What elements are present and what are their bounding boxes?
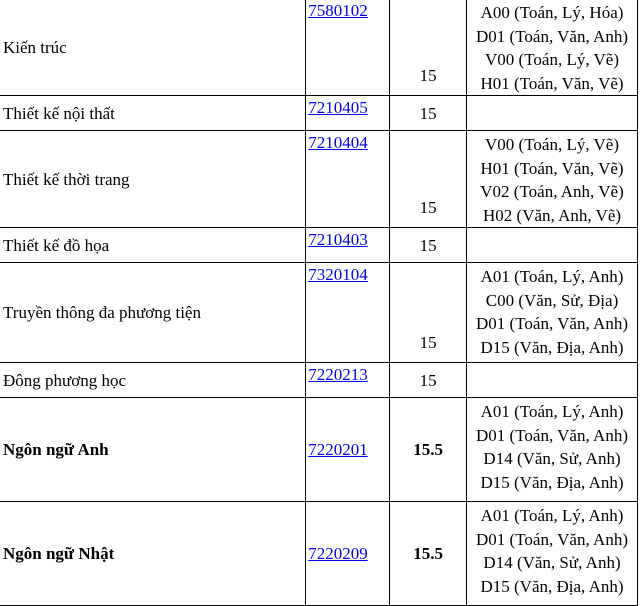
- subject-groups: [467, 502, 638, 606]
- subject-group: C00 (Văn, Sử, Địa): [485, 290, 619, 310]
- major-name: Thiết kế thời trang: [0, 131, 306, 228]
- table-row: [0, 228, 638, 263]
- subject-group: D14 (Văn, Sử, Anh): [483, 553, 621, 572]
- major-code-link[interactable]: 7580102: [308, 1, 368, 20]
- major-code-link[interactable]: 7210405: [308, 98, 368, 117]
- cutoff-score: 15: [390, 131, 467, 228]
- subject-group: D15 (Văn, Địa, Anh): [480, 337, 624, 357]
- table-row: [0, 363, 638, 398]
- major-name: Truyền thông đa phương tiện: [0, 263, 306, 363]
- major-name: Thiết kế đồ họa: [0, 228, 306, 263]
- cutoff-score: 15.5: [390, 502, 467, 606]
- cutoff-score: 15: [390, 96, 467, 131]
- subject-group: D15 (Văn, Địa, Anh): [480, 576, 624, 596]
- subject-group: V02 (Toán, Anh, Vẽ): [480, 182, 624, 201]
- subject-group: A01 (Toán, Lý, Anh): [480, 402, 624, 421]
- table-row: [0, 131, 638, 228]
- subject-group: D14 (Văn, Sử, Anh): [483, 449, 621, 468]
- subject-groups: [467, 398, 638, 502]
- subject-groups: [467, 96, 638, 131]
- table-row: [0, 263, 638, 363]
- subject-group: A00 (Toán, Lý, Hóa): [480, 3, 624, 22]
- major-code-link[interactable]: 7210403: [308, 230, 368, 249]
- major-code-link[interactable]: 7220209: [308, 544, 368, 563]
- table-row: [0, 502, 638, 606]
- subject-group: D01 (Toán, Văn, Anh): [476, 425, 628, 445]
- major-name: Đông phương học: [0, 363, 306, 398]
- table-row: [0, 398, 638, 502]
- subject-group: A01 (Toán, Lý, Anh): [480, 506, 624, 525]
- table-row: [0, 0, 638, 96]
- subject-group: H01 (Toán, Văn, Vẽ): [480, 73, 624, 93]
- cutoff-score: 15: [390, 228, 467, 263]
- cutoff-score: 15: [390, 363, 467, 398]
- major-code-link[interactable]: 7220201: [308, 440, 368, 459]
- major-name: Kiến trúc: [0, 0, 306, 96]
- major-name: Thiết kế nội thất: [0, 96, 306, 131]
- major-name: Ngôn ngữ Anh: [0, 398, 306, 502]
- subject-group: V00 (Toán, Lý, Vẽ): [485, 135, 620, 154]
- cutoff-score: 15: [390, 0, 467, 96]
- cutoff-score: 15: [390, 263, 467, 363]
- subject-group: D01 (Toán, Văn, Anh): [476, 529, 628, 549]
- subject-group: H02 (Văn, Anh, Vẽ): [483, 205, 622, 225]
- subject-group: D15 (Văn, Địa, Anh): [480, 472, 624, 492]
- table-row: [0, 96, 638, 131]
- subject-group: A01 (Toán, Lý, Anh): [480, 267, 624, 286]
- subject-groups: [467, 263, 638, 363]
- subject-groups: [467, 131, 638, 228]
- subject-group: V00 (Toán, Lý, Vẽ): [485, 50, 620, 69]
- cutoff-score: 15.5: [390, 398, 467, 502]
- major-code-link[interactable]: 7320104: [308, 265, 368, 284]
- subject-groups: [467, 363, 638, 398]
- subject-groups: [467, 0, 638, 96]
- subject-group: D01 (Toán, Văn, Anh): [476, 26, 628, 46]
- major-code-link[interactable]: 7210404: [308, 133, 368, 152]
- major-name: Ngôn ngữ Nhật: [0, 502, 306, 606]
- subject-group: D01 (Toán, Văn, Anh): [476, 314, 628, 333]
- subject-group: H01 (Toán, Văn, Vẽ): [480, 158, 624, 178]
- subject-groups: [467, 228, 638, 263]
- major-code-link[interactable]: 7220213: [308, 365, 368, 384]
